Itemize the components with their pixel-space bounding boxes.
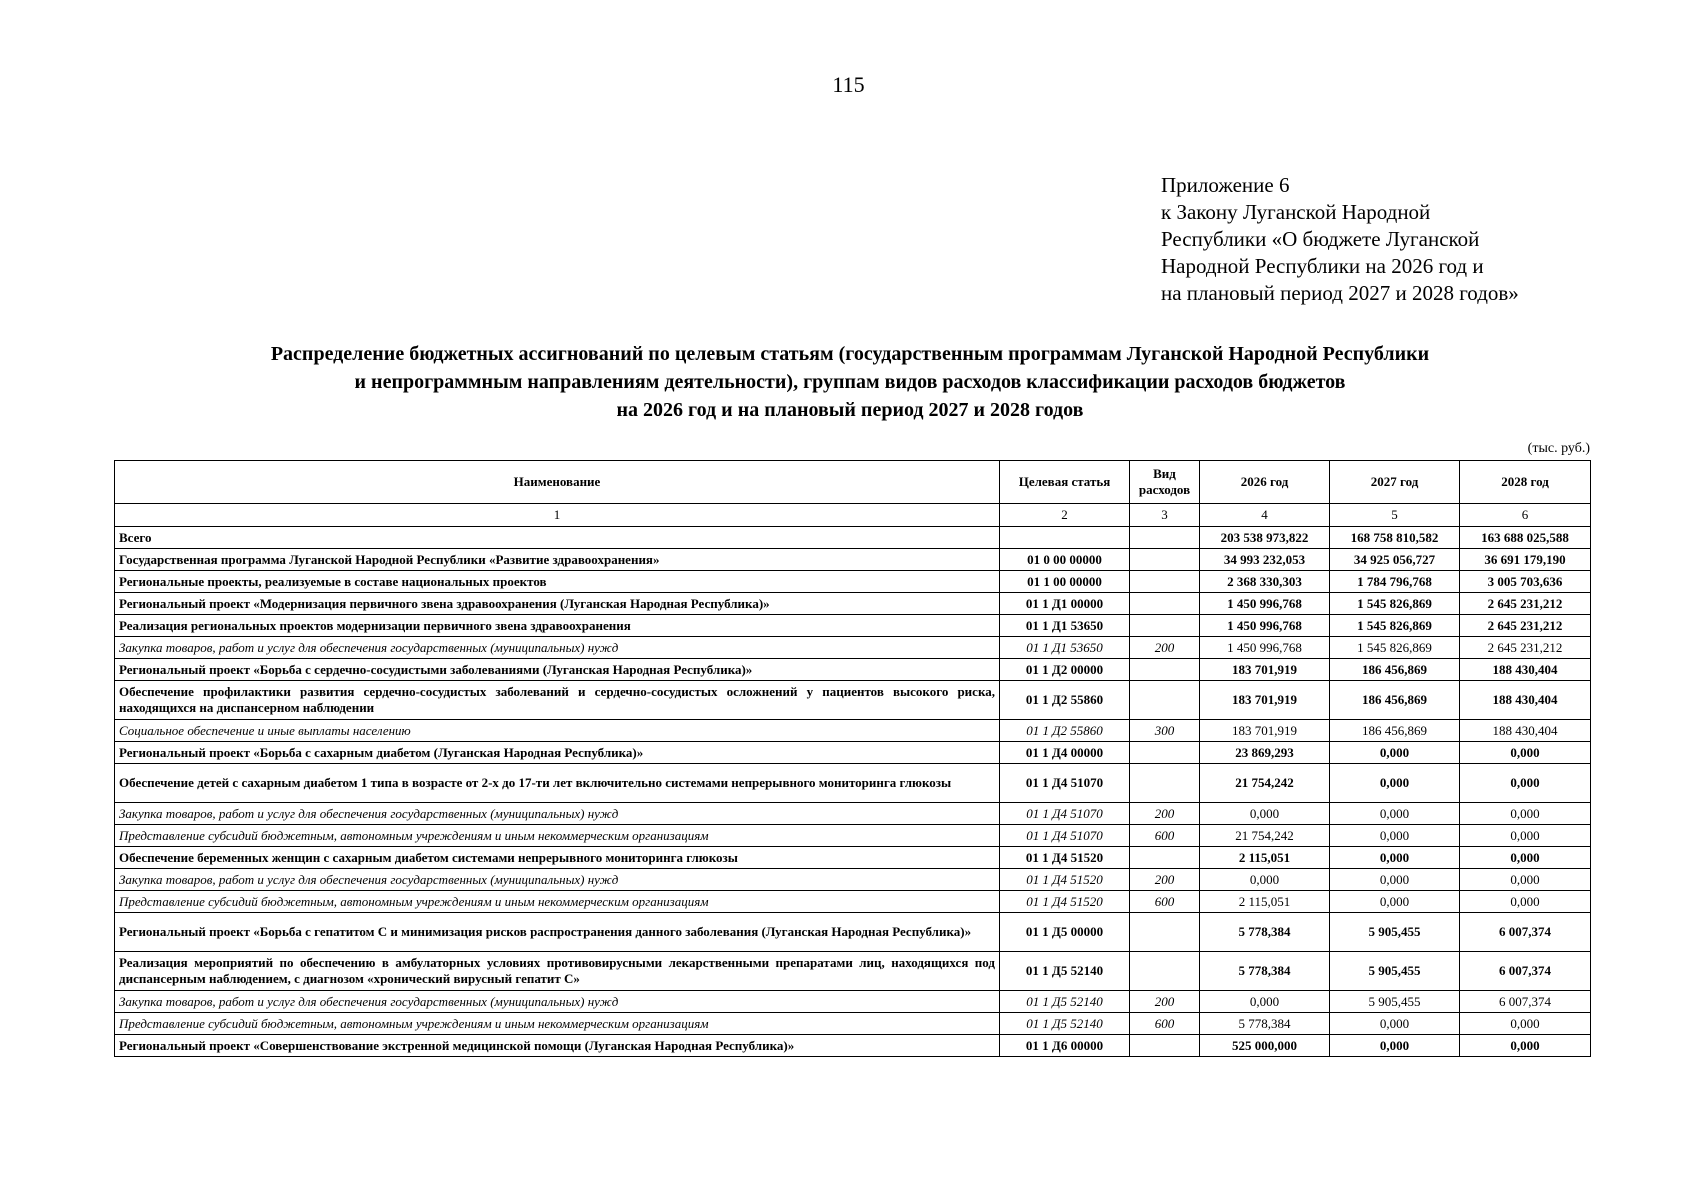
row-name-cell: Представление субсидий бюджетным, автономным учреждениям и иным некоммерческим организациям — [115, 825, 1000, 847]
row-name-cell: Государственная программа Луганской Народной Республики «Развитие здравоохранения» — [115, 549, 1000, 571]
amount-2027-cell: 0,000 — [1330, 1013, 1460, 1035]
amount-2026-cell: 21 754,242 — [1200, 825, 1330, 847]
column-header-2028: 2028 год — [1460, 461, 1591, 504]
annex-block — [1161, 172, 1581, 307]
target-article-cell: 01 1 Д2 55860 — [1000, 681, 1130, 720]
target-article-cell: 01 1 00 00000 — [1000, 571, 1130, 593]
row-name-cell: Закупка товаров, работ и услуг для обеспечения государственных (муниципальных) нужд — [115, 991, 1000, 1013]
table-row — [115, 891, 1591, 913]
expense-type-cell: 200 — [1130, 991, 1200, 1013]
amount-2026-cell: 1 450 996,768 — [1200, 593, 1330, 615]
row-name-cell: Региональный проект «Совершенствование экстренной медицинской помощи (Луганская Народная Республика)» — [115, 1035, 1000, 1057]
row-name-cell: Региональный проект «Борьба с сахарным диабетом (Луганская Народная Республика)» — [115, 742, 1000, 764]
amount-2027-cell: 186 456,869 — [1330, 720, 1460, 742]
budget-table — [114, 460, 1591, 1057]
amount-2028-cell: 188 430,404 — [1460, 681, 1591, 720]
amount-2028-cell: 36 691 179,190 — [1460, 549, 1591, 571]
target-article-cell: 01 1 Д5 00000 — [1000, 913, 1130, 952]
target-article-cell: 01 1 Д5 52140 — [1000, 952, 1130, 991]
row-name-cell: Региональный проект «Модернизация первичного звена здравоохранения (Луганская Народная Республика)» — [115, 593, 1000, 615]
expense-type-cell: 200 — [1130, 869, 1200, 891]
target-article-cell: 01 0 00 00000 — [1000, 549, 1130, 571]
amount-2027-cell: 0,000 — [1330, 764, 1460, 803]
row-name-cell: Закупка товаров, работ и услуг для обеспечения государственных (муниципальных) нужд — [115, 803, 1000, 825]
row-name-cell: Представление субсидий бюджетным, автономным учреждениям и иным некоммерческим организациям — [115, 891, 1000, 913]
column-number: 5 — [1330, 504, 1460, 527]
amount-2026-cell: 34 993 232,053 — [1200, 549, 1330, 571]
amount-2028-cell: 163 688 025,588 — [1460, 527, 1591, 549]
amount-2028-cell: 2 645 231,212 — [1460, 637, 1591, 659]
amount-2026-cell: 5 778,384 — [1200, 913, 1330, 952]
title-line: на 2026 год и на плановый период 2027 и 2028 годов — [616, 399, 1084, 421]
amount-2027-cell: 5 905,455 — [1330, 991, 1460, 1013]
table-row — [115, 659, 1591, 681]
table-row — [115, 681, 1591, 720]
column-number: 4 — [1200, 504, 1330, 527]
target-article-cell: 01 1 Д2 55860 — [1000, 720, 1130, 742]
expense-type-cell — [1130, 847, 1200, 869]
table-row — [115, 615, 1591, 637]
column-number: 6 — [1460, 504, 1591, 527]
amount-2026-cell: 183 701,919 — [1200, 720, 1330, 742]
table-row — [115, 720, 1591, 742]
expense-type-cell: 600 — [1130, 891, 1200, 913]
table-row — [115, 1013, 1591, 1035]
table-row — [115, 1035, 1591, 1057]
amount-2028-cell: 6 007,374 — [1460, 952, 1591, 991]
amount-2028-cell: 0,000 — [1460, 764, 1591, 803]
row-name-cell: Всего — [115, 527, 1000, 549]
table-row — [115, 991, 1591, 1013]
amount-2028-cell: 2 645 231,212 — [1460, 615, 1591, 637]
unit-note: (тыс. руб.) — [1527, 441, 1590, 456]
amount-2027-cell: 1 784 796,768 — [1330, 571, 1460, 593]
amount-2027-cell: 186 456,869 — [1330, 681, 1460, 720]
amount-2026-cell: 23 869,293 — [1200, 742, 1330, 764]
row-name-cell: Реализация региональных проектов модернизации первичного звена здравоохранения — [115, 615, 1000, 637]
amount-2027-cell: 186 456,869 — [1330, 659, 1460, 681]
column-header-name: Наименование — [115, 461, 1000, 504]
column-header-2027: 2027 год — [1330, 461, 1460, 504]
amount-2028-cell: 6 007,374 — [1460, 913, 1591, 952]
amount-2028-cell: 6 007,374 — [1460, 991, 1591, 1013]
target-article-cell: 01 1 Д5 52140 — [1000, 991, 1130, 1013]
row-name-cell: Социальное обеспечение и иные выплаты населению — [115, 720, 1000, 742]
annex-line: Приложение 6 — [1161, 173, 1290, 197]
amount-2026-cell: 525 000,000 — [1200, 1035, 1330, 1057]
row-name-cell: Закупка товаров, работ и услуг для обеспечения государственных (муниципальных) нужд — [115, 869, 1000, 891]
amount-2027-cell: 1 545 826,869 — [1330, 615, 1460, 637]
amount-2028-cell: 0,000 — [1460, 742, 1591, 764]
amount-2027-cell: 0,000 — [1330, 869, 1460, 891]
column-header-code: Целевая статья — [1000, 461, 1130, 504]
expense-type-cell — [1130, 913, 1200, 952]
table-row — [115, 549, 1591, 571]
expense-type-cell: 600 — [1130, 825, 1200, 847]
amount-2027-cell: 34 925 056,727 — [1330, 549, 1460, 571]
amount-2028-cell: 0,000 — [1460, 825, 1591, 847]
amount-2027-cell: 5 905,455 — [1330, 952, 1460, 991]
table-row — [115, 913, 1591, 952]
expense-type-cell: 300 — [1130, 720, 1200, 742]
amount-2028-cell: 3 005 703,636 — [1460, 571, 1591, 593]
target-article-cell: 01 1 Д1 53650 — [1000, 637, 1130, 659]
amount-2026-cell: 2 368 330,303 — [1200, 571, 1330, 593]
target-article-cell — [1000, 527, 1130, 549]
amount-2028-cell: 0,000 — [1460, 1013, 1591, 1035]
table-body — [115, 527, 1591, 1057]
row-name-cell: Обеспечение детей с сахарным диабетом 1 типа в возрасте от 2-х до 17-ти лет включительно системами непрерывного мониторинга глюкозы — [115, 764, 1000, 803]
annex-line: Народной Республики на 2026 год и — [1161, 254, 1484, 278]
column-number: 3 — [1130, 504, 1200, 527]
column-header-kind: Вид расходов — [1130, 461, 1200, 504]
target-article-cell: 01 1 Д2 00000 — [1000, 659, 1130, 681]
row-name-cell: Региональный проект «Борьба с гепатитом С и минимизация рисков распространения данного заболевания (Луганская Народная Республика)» — [115, 913, 1000, 952]
annex-line: к Закону Луганской Народной — [1161, 200, 1431, 224]
amount-2026-cell: 0,000 — [1200, 991, 1330, 1013]
amount-2026-cell: 203 538 973,822 — [1200, 527, 1330, 549]
amount-2028-cell: 188 430,404 — [1460, 720, 1591, 742]
amount-2028-cell: 188 430,404 — [1460, 659, 1591, 681]
column-number-row — [115, 504, 1591, 527]
target-article-cell: 01 1 Д4 51520 — [1000, 847, 1130, 869]
table-row — [115, 571, 1591, 593]
amount-2026-cell: 1 450 996,768 — [1200, 637, 1330, 659]
title-line: и непрограммным направлениям деятельности), группам видов расходов классификации расходов бюджетов — [354, 371, 1346, 393]
amount-2026-cell: 2 115,051 — [1200, 847, 1330, 869]
row-name-cell: Представление субсидий бюджетным, автономным учреждениям и иным некоммерческим организациям — [115, 1013, 1000, 1035]
amount-2027-cell: 1 545 826,869 — [1330, 637, 1460, 659]
amount-2028-cell: 0,000 — [1460, 869, 1591, 891]
target-article-cell: 01 1 Д5 52140 — [1000, 1013, 1130, 1035]
amount-2026-cell: 2 115,051 — [1200, 891, 1330, 913]
amount-2028-cell: 0,000 — [1460, 803, 1591, 825]
amount-2027-cell: 0,000 — [1330, 742, 1460, 764]
amount-2026-cell: 5 778,384 — [1200, 1013, 1330, 1035]
expense-type-cell — [1130, 659, 1200, 681]
column-number: 2 — [1000, 504, 1130, 527]
annex-line: на плановый период 2027 и 2028 годов» — [1161, 281, 1519, 305]
row-name-cell: Обеспечение беременных женщин с сахарным диабетом системами непрерывного мониторинга глюкозы — [115, 847, 1000, 869]
expense-type-cell — [1130, 952, 1200, 991]
annex-line: Республики «О бюджете Луганской — [1161, 227, 1480, 251]
target-article-cell: 01 1 Д1 53650 — [1000, 615, 1130, 637]
amount-2027-cell: 1 545 826,869 — [1330, 593, 1460, 615]
expense-type-cell — [1130, 764, 1200, 803]
target-article-cell: 01 1 Д4 51070 — [1000, 825, 1130, 847]
amount-2027-cell: 0,000 — [1330, 891, 1460, 913]
expense-type-cell — [1130, 1035, 1200, 1057]
column-header-2026: 2026 год — [1200, 461, 1330, 504]
target-article-cell: 01 1 Д4 00000 — [1000, 742, 1130, 764]
page-number: 115 — [832, 72, 865, 97]
target-article-cell: 01 1 Д6 00000 — [1000, 1035, 1130, 1057]
table-row — [115, 527, 1591, 549]
table-row — [115, 869, 1591, 891]
target-article-cell: 01 1 Д4 51070 — [1000, 764, 1130, 803]
expense-type-cell: 200 — [1130, 803, 1200, 825]
table-row — [115, 825, 1591, 847]
column-number: 1 — [115, 504, 1000, 527]
target-article-cell: 01 1 Д1 00000 — [1000, 593, 1130, 615]
expense-type-cell — [1130, 593, 1200, 615]
document-title — [60, 340, 1640, 424]
expense-type-cell — [1130, 742, 1200, 764]
table-row — [115, 764, 1591, 803]
amount-2027-cell: 0,000 — [1330, 825, 1460, 847]
amount-2026-cell: 0,000 — [1200, 869, 1330, 891]
target-article-cell: 01 1 Д4 51520 — [1000, 891, 1130, 913]
table-row — [115, 637, 1591, 659]
amount-2028-cell: 0,000 — [1460, 891, 1591, 913]
amount-2026-cell: 0,000 — [1200, 803, 1330, 825]
amount-2028-cell: 0,000 — [1460, 1035, 1591, 1057]
amount-2028-cell: 0,000 — [1460, 847, 1591, 869]
header-row — [115, 461, 1591, 504]
row-name-cell: Реализация мероприятий по обеспечению в амбулаторных условиях противовирусными лекарственными препаратами лиц, находящихся под диспансерным наблюдением, с диагнозом «хронический вирусный гепатит С» — [115, 952, 1000, 991]
expense-type-cell — [1130, 681, 1200, 720]
amount-2026-cell: 183 701,919 — [1200, 659, 1330, 681]
amount-2026-cell: 183 701,919 — [1200, 681, 1330, 720]
table-row — [115, 742, 1591, 764]
amount-2027-cell: 0,000 — [1330, 803, 1460, 825]
table-row — [115, 847, 1591, 869]
amount-2027-cell: 0,000 — [1330, 1035, 1460, 1057]
row-name-cell: Закупка товаров, работ и услуг для обеспечения государственных (муниципальных) нужд — [115, 637, 1000, 659]
title-line: Распределение бюджетных ассигнований по целевым статьям (государственным программам Луганской Народной Республики — [270, 343, 1430, 365]
amount-2027-cell: 0,000 — [1330, 847, 1460, 869]
table-row — [115, 952, 1591, 991]
table-row — [115, 803, 1591, 825]
expense-type-cell — [1130, 571, 1200, 593]
expense-type-cell: 200 — [1130, 637, 1200, 659]
amount-2026-cell: 5 778,384 — [1200, 952, 1330, 991]
amount-2028-cell: 2 645 231,212 — [1460, 593, 1591, 615]
target-article-cell: 01 1 Д4 51070 — [1000, 803, 1130, 825]
expense-type-cell: 600 — [1130, 1013, 1200, 1035]
row-name-cell: Обеспечение профилактики развития сердечно-сосудистых заболеваний и сердечно-сосудистых осложнений у пациентов высокого риска, находящихся на диспансерном наблюдении — [115, 681, 1000, 720]
amount-2026-cell: 21 754,242 — [1200, 764, 1330, 803]
expense-type-cell — [1130, 615, 1200, 637]
expense-type-cell — [1130, 549, 1200, 571]
target-article-cell: 01 1 Д4 51520 — [1000, 869, 1130, 891]
row-name-cell: Региональный проект «Борьба с сердечно-сосудистыми заболеваниями (Луганская Народная Республика)» — [115, 659, 1000, 681]
expense-type-cell — [1130, 527, 1200, 549]
amount-2026-cell: 1 450 996,768 — [1200, 615, 1330, 637]
table-row — [115, 593, 1591, 615]
amount-2027-cell: 168 758 810,582 — [1330, 527, 1460, 549]
amount-2027-cell: 5 905,455 — [1330, 913, 1460, 952]
row-name-cell: Региональные проекты, реализуемые в составе национальных проектов — [115, 571, 1000, 593]
